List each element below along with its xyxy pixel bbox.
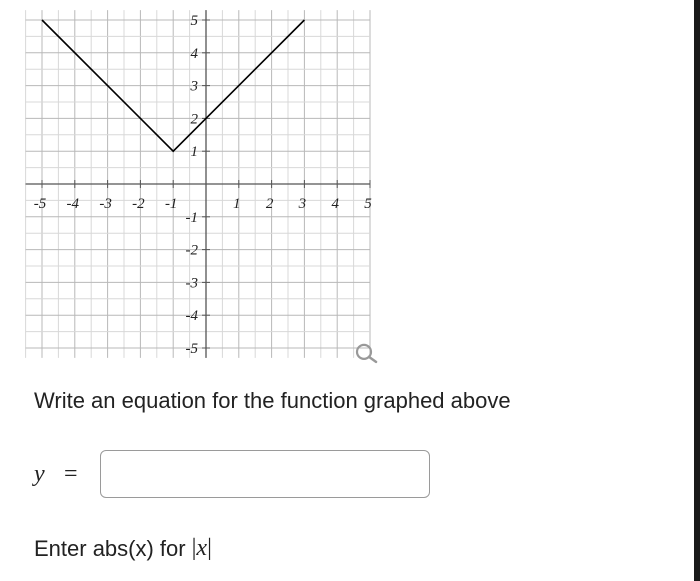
- x-tick-label: 1: [233, 196, 241, 212]
- x-tick-label: 3: [298, 196, 307, 212]
- graph-svg: [26, 12, 386, 364]
- magnifier-icon: [357, 345, 376, 362]
- y-tick-label: -1: [185, 209, 198, 226]
- y-tick-label: -4: [185, 308, 198, 325]
- abs-bar-left: |: [191, 535, 197, 561]
- abs-x-math: [192, 535, 212, 562]
- y-tick-label: 2: [190, 111, 198, 128]
- y-tick-label: -3: [185, 275, 198, 292]
- y-tick-label: 5: [190, 13, 198, 29]
- abs-bar-right: |: [207, 535, 212, 561]
- y-tick-label: 4: [190, 45, 198, 62]
- x-tick-label: -4: [66, 196, 80, 212]
- y-tick-label: 1: [190, 144, 198, 161]
- x-tick-label: -1: [164, 196, 178, 212]
- y-variable-label: y: [34, 460, 45, 487]
- answer-row: [34, 446, 430, 502]
- x-tick-label: -5: [33, 196, 47, 212]
- question-prompt: Write an equation for the function graphed above: [34, 388, 511, 413]
- function-graph: [26, 12, 386, 364]
- equals-sign: =: [64, 460, 78, 487]
- abs-variable: x: [196, 535, 208, 561]
- y-tick-label: 3: [190, 78, 198, 95]
- x-tick-label: 2: [265, 196, 274, 212]
- answer-input[interactable]: [100, 450, 430, 498]
- y-tick-label: -5: [185, 341, 198, 357]
- y-tick-label: -2: [185, 242, 198, 259]
- x-tick-label: 4: [331, 196, 339, 212]
- window-edge: [694, 0, 700, 581]
- hint-text: [34, 535, 212, 562]
- x-tick-label: 5: [364, 196, 372, 212]
- hint-label: Enter abs(x) for: [34, 535, 186, 561]
- x-tick-label: -2: [132, 196, 145, 212]
- x-tick-label: -3: [99, 196, 112, 212]
